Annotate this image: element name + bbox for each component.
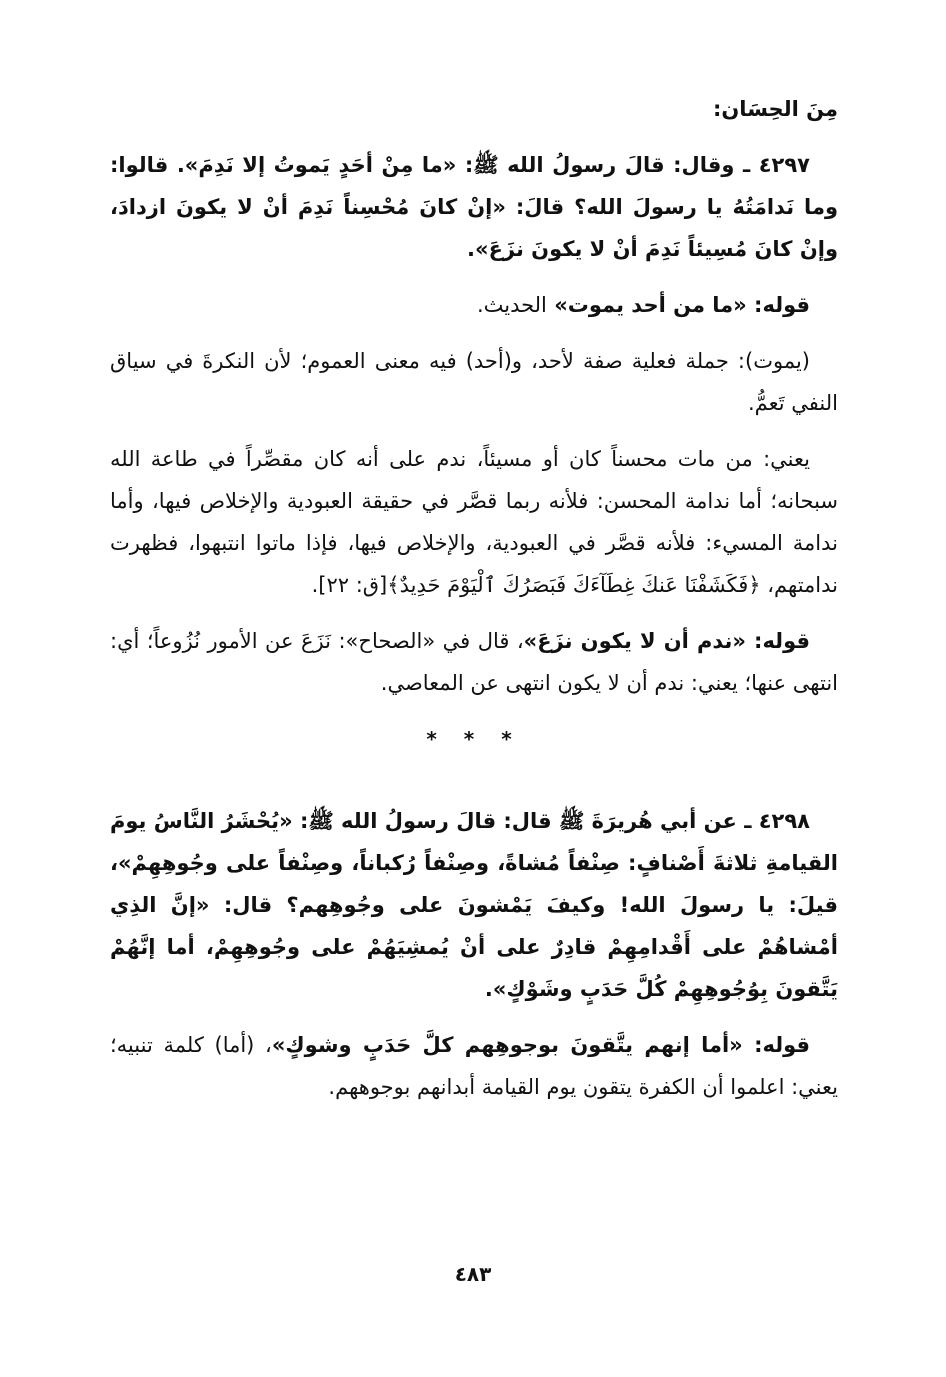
- page-body: [110, 88, 838, 1122]
- quran-citation: [ق: ٢٢].: [311, 573, 388, 597]
- hadith-4297: ٤٢٩٧ ـ وقال: قالَ رسولُ الله ﷺ: «ما مِنْ أحَدٍ يَموتُ إلا نَدِمَ». قالوا: وما نَدامَتُهُ يا رسولَ الله؟ قالَ: «إنْ كانَ مُحْسِناً نَدِمَ أنْ لا يكونَ ازدادَ، وإنْ كانَ مُسِيئاً نَدِمَ أنْ لا يكونَ نزَعَ».: [110, 153, 838, 261]
- commentary-quote: قوله: «ما من أحد يموت»: [546, 293, 810, 317]
- quran-verse: ﴿فَكَشَفْنَا عَنكَ غِطَآءَكَ فَبَصَرُكَ ٱلْيَوْمَ حَدِيدٌ﴾: [387, 573, 761, 597]
- commentary-text: ، (أما) كلمة تنبيه؛ يعني: اعلموا أن الكفرة يتقون يوم القيامة أبدانهم بوجوههم.: [110, 1033, 838, 1099]
- section-separator: * * *: [426, 727, 522, 751]
- page-number: ٤٨٣: [454, 1262, 492, 1286]
- commentary-text: يعني: من مات محسناً كان أو مسيئاً، ندم على أنه كان مقصِّراً في طاعة الله سبحانه؛ أما ندامة المحسن: فلأنه ربما قصَّر في حقيقة العبودية والإخلاص فيها، وأما ندامة المسيء: فلأنه قصَّر في العبودية، والإخلاص فيها، فإذا ماتوا انتبهوا، فظهرت ندامتهم،: [110, 447, 838, 597]
- commentary-quote: قوله: «أما إنهم يتَّقونَ بوجوهِهم كلَّ حَدَبٍ وشوكٍ»: [271, 1033, 811, 1057]
- commentary-hadith-4297-intro: [110, 284, 838, 326]
- commentary-grammar: (يموت): جملة فعلية صفة لأحد، و(أحد) فيه معنى العموم؛ لأن النكرةَ في سياق النفي تَعمُّ.: [110, 349, 838, 415]
- commentary-meaning: [110, 438, 838, 606]
- section-heading: مِنَ الحِسَان:: [712, 97, 838, 121]
- commentary-hadith-4298: [110, 1024, 838, 1108]
- hadith-4298: ٤٢٩٨ ـ عن أبي هُريرَةَ ﷺ قال: قالَ رسولُ الله ﷺ: «يُحْشَرُ النَّاسُ يومَ القيامةِ ثلاثةَ أَصْنافٍ: صِنْفاً مُشاةً، وصِنْفاً رُكباناً، وصِنْفاً على وجُوهِهِمْ»، قيلَ: يا رسولَ الله! وكيفَ يَمْشونَ على وجُوهِهم؟ قال: «إنَّ الذِي أمْشاهُمْ على أَقْدامِهِمْ قادِرٌ على أنْ يُمشِيَهُمْ على وجُوهِهِمْ، أما إنَّهُمْ يَتَّقونَ بِوُجُوهِهِمْ كُلَّ حَدَبٍ وشَوْكٍ».: [110, 809, 838, 1001]
- commentary-quote: قوله: «ندم أن لا يكون نزَعَ»: [523, 629, 810, 653]
- commentary-text: ، قال في «الصحاح»: نَزَعَ عن الأمور نُزُوعاً؛ أي: انتهى عنها؛ يعني: ندم أن لا يكون انتهى عن المعاصي.: [110, 629, 838, 695]
- commentary-naza: [110, 620, 838, 704]
- commentary-text: الحديث.: [476, 293, 547, 317]
